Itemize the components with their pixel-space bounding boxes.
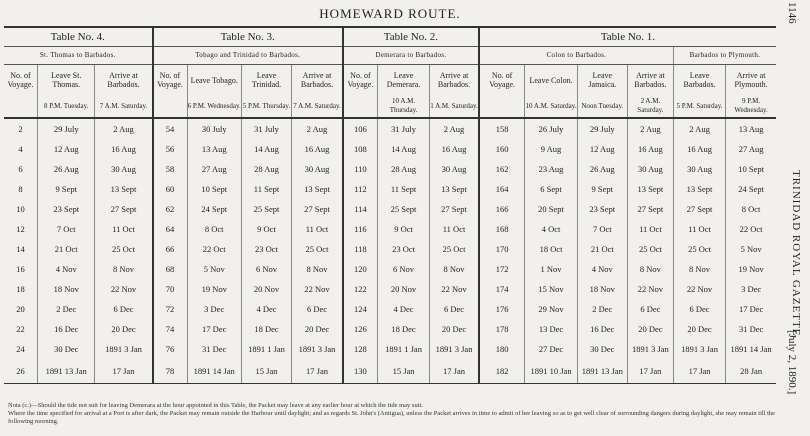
column-time: Noon Tuesday. [577,95,627,118]
table-cell: 16 Aug [292,139,343,159]
table-cell: 27 Sept [627,199,673,219]
table-cell: 8 Nov [627,259,673,279]
table-cell: 19 Nov [187,279,241,299]
timetable-body [4,118,776,384]
table-cell: 172 [479,259,525,279]
table-cell: 25 Oct [95,239,153,259]
column-time [4,95,37,118]
table-cell: 22 Oct [187,239,241,259]
table-row [4,159,776,179]
table-cell: 166 [479,199,525,219]
table-cell: 1891 3 Jan [627,339,673,359]
table-cell: 54 [153,118,188,139]
table-cell: 1891 1 Jan [377,339,429,359]
table-cell: 6 [18,163,23,174]
table-cell: 17 Dec [187,319,241,339]
table-cell: 116 [343,219,378,239]
table-label: Table No. 4. [4,27,153,47]
table-cell: 66 [153,239,188,259]
table-cell: 25 Oct [292,239,343,259]
table-row [4,239,776,259]
column-header: No. of Voyage. [343,65,378,96]
table-cell: 30 Aug [95,159,153,179]
page-number: 1146 [786,2,798,24]
column-time: 7 A.M. Saturday. [95,95,153,118]
table-cell: 2 Aug [673,118,725,139]
table-cell: 23 Sept [577,199,627,219]
table-cell: 2 [18,123,23,134]
table-cell: 7 Oct [577,219,627,239]
table-cell: 1891 13 Jan [577,359,627,384]
route-label: Barbados to Plymouth. [673,47,776,65]
table-cell: 6 Dec [430,299,479,319]
table-cell: 1891 3 Jan [673,339,725,359]
route-label: Demerara to Barbados. [343,47,479,65]
table-cell: 21 Oct [577,239,627,259]
table-cell: 12 [16,223,25,234]
table-cell: 16 Aug [627,139,673,159]
table-cell: 22 Nov [430,279,479,299]
table-cell: 62 [153,199,188,219]
table-cell: 4 Nov [577,259,627,279]
table-cell: 21 Oct [37,239,95,259]
table-cell: 108 [343,139,378,159]
table-cell: 23 Aug [525,159,577,179]
table-cell: 11 Oct [95,219,153,239]
table-row [4,139,776,159]
table-cell: 31 Dec [187,339,241,359]
table-cell: 28 Aug [377,159,429,179]
table-cell: 18 Dec [377,319,429,339]
column-header: No. of Voyage. [153,65,188,96]
table-cell: 14 Aug [241,139,291,159]
table-cell: 14 [16,243,25,254]
table-cell: 174 [479,279,525,299]
table-cell: 25 Oct [673,239,725,259]
table-row [4,319,776,339]
table-cell: 22 Nov [95,279,153,299]
table-cell: 18 Dec [241,319,291,339]
column-header: Leave Demerara. [377,65,429,96]
table-cell: 164 [479,179,525,199]
table-cell: 27 Dec [525,339,577,359]
table-cell: 10 Sept [726,159,776,179]
table-cell: 15 Jan [241,359,291,384]
column-header: No. of Voyage. [7,71,34,89]
table-cell: 8 Oct [726,199,776,219]
table-cell: 6 Dec [95,299,153,319]
table-cell: 2 Dec [577,299,627,319]
table-cell: 76 [153,339,188,359]
column-header: Arrive at Barbados. [627,65,673,96]
table-cell: 27 Sept [430,199,479,219]
table-cell: 11 Oct [673,219,725,239]
table-cell: 27 Sept [95,199,153,219]
table-cell: 26 [4,359,37,384]
table-row [4,199,776,219]
table-cell: 22 Nov [673,279,725,299]
table-cell: 16 Aug [430,139,479,159]
column-header: Leave St. Thomas. [37,65,95,96]
table-cell: 25 Sept [241,199,291,219]
table-cell: 8 Nov [673,259,725,279]
column-header: Leave Trinidad. [241,65,291,96]
table-cell: 9 Sept [577,179,627,199]
table-cell: 30 Aug [430,159,479,179]
timetable [4,26,776,384]
table-cell: 13 Sept [627,179,673,199]
table-cell: 30 Aug [627,159,673,179]
table-cell: 158 [479,118,525,139]
table-cell: 70 [153,279,188,299]
table-cell: 27 Aug [187,159,241,179]
column-time: 5 P.M. Thursday. [241,95,291,118]
table-cell: 112 [343,179,378,199]
column-header: Leave Jamaica. [577,65,627,96]
table-cell: 11 Sept [241,179,291,199]
table-cell: 13 Sept [430,179,479,199]
table-cell: 5 Nov [726,239,776,259]
table-cell: 1891 13 Jan [37,359,95,384]
table-cell: 4 Oct [525,219,577,239]
table-cell: 126 [343,319,378,339]
column-header: Arrive at Barbados. [95,65,153,96]
table-cell: 7 Oct [37,219,95,239]
table-cell: 30 Aug [292,159,343,179]
table-cell: 58 [153,159,188,179]
route-row [4,47,776,65]
table-cell: 17 Jan [430,359,479,384]
column-time: 1 A.M. Saturday. [430,95,479,118]
table-cell: 106 [343,118,378,139]
table-cell: 18 Nov [577,279,627,299]
table-cell: 10 Sept [187,179,241,199]
column-header: Arrive at Plymouth. [726,65,776,96]
column-header: Arrive at Barbados. [292,65,343,96]
table-cell: 30 Dec [37,339,95,359]
table-cell: 16 Dec [577,319,627,339]
table-cell: 1891 10 Jan [525,359,577,384]
table-cell: 72 [153,299,188,319]
column-header: No. of Voyage. [479,65,525,96]
table-cell: 18 Oct [525,239,577,259]
table-cell: 17 Dec [726,299,776,319]
table-cell: 10 [16,203,25,214]
table-cell: 29 July [37,118,95,139]
table-cell: 11 Sept [377,179,429,199]
table-cell: 3 Dec [187,299,241,319]
table-label: Table No. 2. [343,27,479,47]
table-cell: 31 July [241,118,291,139]
table-cell: 120 [343,259,378,279]
column-time: 7 A.M. Saturday. [292,95,343,118]
table-cell: 4 Dec [241,299,291,319]
table-label: Table No. 1. [479,27,776,47]
table-cell: 17 Jan [292,359,343,384]
issue-date: [July 2, 1890.] [786,330,798,395]
table-cell: 13 Aug [187,139,241,159]
table-cell: 180 [479,339,525,359]
table-cell: 8 Nov [95,259,153,279]
table-cell: 11 Oct [292,219,343,239]
table-cell: 23 Sept [37,199,95,219]
table-cell: 19 Nov [726,259,776,279]
gazette-name: TRINIDAD ROYAL GAZETTE. [790,170,802,341]
table-cell: 20 Dec [673,319,725,339]
table-cell: 114 [343,199,378,219]
table-cell: 24 Sept [187,199,241,219]
table-cell: 20 Nov [241,279,291,299]
table-cell: 118 [343,239,378,259]
table-cell: 20 Dec [292,319,343,339]
table-cell: 23 Oct [241,239,291,259]
table-cell: 30 July [187,118,241,139]
table-cell: 5 Nov [187,259,241,279]
table-cell: 20 Dec [95,319,153,339]
gazette-margin [778,0,810,436]
column-time: 9 P.M. Wednesday. [726,95,776,118]
table-cell: 11 Oct [430,219,479,239]
table-cell: 18 [16,283,25,294]
table-cell: 170 [479,239,525,259]
table-cell: 25 Oct [627,239,673,259]
table-label: Table No. 3. [153,27,343,47]
table-cell: 8 Nov [292,259,343,279]
table-cell: 110 [343,159,378,179]
table-cell: 1 Nov [525,259,577,279]
table-cell: 13 Sept [292,179,343,199]
table-cell: 18 Nov [37,279,95,299]
table-row [4,339,776,359]
table-cell: 74 [153,319,188,339]
table-cell: 3 Dec [726,279,776,299]
table-cell: 178 [479,319,525,339]
table-cell: 13 Sept [673,179,725,199]
column-time: 6 P.M. Wednesday. [187,95,241,118]
column-time: 5 P.M. Saturday. [673,95,725,118]
table-cell: 160 [479,139,525,159]
table-cell: 22 [16,323,25,334]
table-cell: 30 Aug [673,159,725,179]
table-cell: 28 Jan [726,359,776,384]
table-cell: 29 July [577,118,627,139]
column-header: Arrive at Barbados. [430,65,479,96]
table-cell: 22 Oct [726,219,776,239]
table-cell: 13 Sept [95,179,153,199]
table-cell: 22 Nov [627,279,673,299]
table-cell: 8 Nov [430,259,479,279]
page-title: HOMEWARD ROUTE. [319,6,461,21]
table-cell: 26 July [525,118,577,139]
column-header-row [4,65,776,96]
table-cell: 28 Aug [241,159,291,179]
table-row [4,259,776,279]
table-cell: 12 Aug [577,139,627,159]
table-cell: 64 [153,219,188,239]
table-cell: 122 [343,279,378,299]
route-label: Colon to Barbados. [479,47,674,65]
table-cell: 1891 3 Jan [95,339,153,359]
table-cell: 31 Dec [726,319,776,339]
column-time [153,95,188,118]
table-cell: 29 Nov [525,299,577,319]
table-cell: 2 Aug [292,118,343,139]
table-cell: 17 Jan [673,359,725,384]
table-cell: 12 Aug [37,139,95,159]
table-cell: 78 [153,359,188,384]
table-cell: 1891 14 Jan [726,339,776,359]
table-row [4,359,776,384]
table-cell: 24 [16,343,25,354]
table-cell: 1891 3 Jan [430,339,479,359]
table-cell: 6 Dec [673,299,725,319]
table-cell: 26 Aug [37,159,95,179]
table-cell: 60 [153,179,188,199]
column-time: 2 A.M. Saturday. [627,95,673,118]
table-cell: 14 Aug [377,139,429,159]
column-time [343,95,378,118]
table-cell: 27 Sept [673,199,725,219]
table-cell: 26 Aug [577,159,627,179]
table-cell: 22 Nov [292,279,343,299]
table-cell: 25 Oct [430,239,479,259]
table-cell: 9 Oct [241,219,291,239]
table-cell: 2 Aug [430,118,479,139]
route-label: Tobago and Trinidad to Barbados. [153,47,343,65]
column-header: Leave Barbados. [673,65,725,96]
table-row [4,219,776,239]
footnote: Where the time specified for arrival at a Port is after dark, the Packet may remain outside the Harbour until daylight; and as regards St. John's (Antigua), unless the Packet arrives in time to admit of her leaving so as to get well clear of surrounding dangers during daylight, she may remain till the following morning. [8,410,776,425]
table-cell: 16 Aug [95,139,153,159]
table-cell: 2 Aug [95,118,153,139]
table-cell: 1891 14 Jan [187,359,241,384]
column-time: 10 A.M. Saturday. [525,95,577,118]
table-cell: 8 [18,183,23,194]
table-cell: 15 Nov [525,279,577,299]
table-cell: 1891 1 Jan [241,339,291,359]
footnote: Nota (c.)—Should the tide not suit for leaving Demerara at the hour appointed in this Table, the Packet may leave at any earlier hour at which the tide may suit. [8,402,423,409]
table-cell: 176 [479,299,525,319]
table-row [4,279,776,299]
column-time: 8 P.M. Tuesday. [37,95,95,118]
table-cell: 20 [16,303,25,314]
table-cell: 13 Dec [525,319,577,339]
table-cell: 2 Dec [37,299,95,319]
table-cell: 17 Jan [627,359,673,384]
table-number-row [4,27,776,47]
route-label: St. Thomas to Barbados. [4,47,153,65]
table-cell: 6 Nov [377,259,429,279]
table-cell: 162 [479,159,525,179]
table-cell: 16 [16,263,25,274]
column-time: 10 A.M. Thursday. [377,95,429,118]
table-cell: 16 Aug [673,139,725,159]
table-cell: 68 [153,259,188,279]
table-row [4,299,776,319]
table-cell: 9 Aug [525,139,577,159]
time-header-row [4,95,776,118]
table-row [4,118,776,139]
table-cell: 16 Dec [37,319,95,339]
table-cell: 6 Nov [241,259,291,279]
table-cell: 31 July [377,118,429,139]
table-cell: 56 [153,139,188,159]
table-cell: 4 Nov [37,259,95,279]
table-cell: 13 Aug [726,118,776,139]
table-cell: 9 Sept [37,179,95,199]
table-cell: 1891 3 Jan [292,339,343,359]
column-header: Leave Tobago. [187,65,241,96]
table-cell: 182 [479,359,525,384]
table-cell: 17 Jan [95,359,153,384]
table-cell: 23 Oct [377,239,429,259]
table-cell: 25 Sept [377,199,429,219]
table-cell: 4 Dec [377,299,429,319]
table-cell: 20 Dec [627,319,673,339]
column-header: Leave Colon. [525,65,577,96]
table-cell: 4 [18,143,23,154]
table-cell: 9 Oct [377,219,429,239]
table-cell: 20 Dec [430,319,479,339]
table-cell: 130 [343,359,378,384]
table-cell: 6 Dec [292,299,343,319]
table-cell: 168 [479,219,525,239]
table-cell: 6 Sept [525,179,577,199]
table-cell: 8 Oct [187,219,241,239]
table-cell: 11 Oct [627,219,673,239]
table-cell: 24 Sept [726,179,776,199]
table-cell: 27 Aug [726,139,776,159]
table-cell: 30 Dec [577,339,627,359]
table-cell: 20 Sept [525,199,577,219]
table-cell: 128 [343,339,378,359]
table-row [4,179,776,199]
table-cell: 15 Jan [377,359,429,384]
table-cell: 20 Nov [377,279,429,299]
table-cell: 2 Aug [627,118,673,139]
footnotes [8,402,778,426]
column-time [479,95,525,118]
table-cell: 124 [343,299,378,319]
table-cell: 27 Sept [292,199,343,219]
table-cell: 6 Dec [627,299,673,319]
